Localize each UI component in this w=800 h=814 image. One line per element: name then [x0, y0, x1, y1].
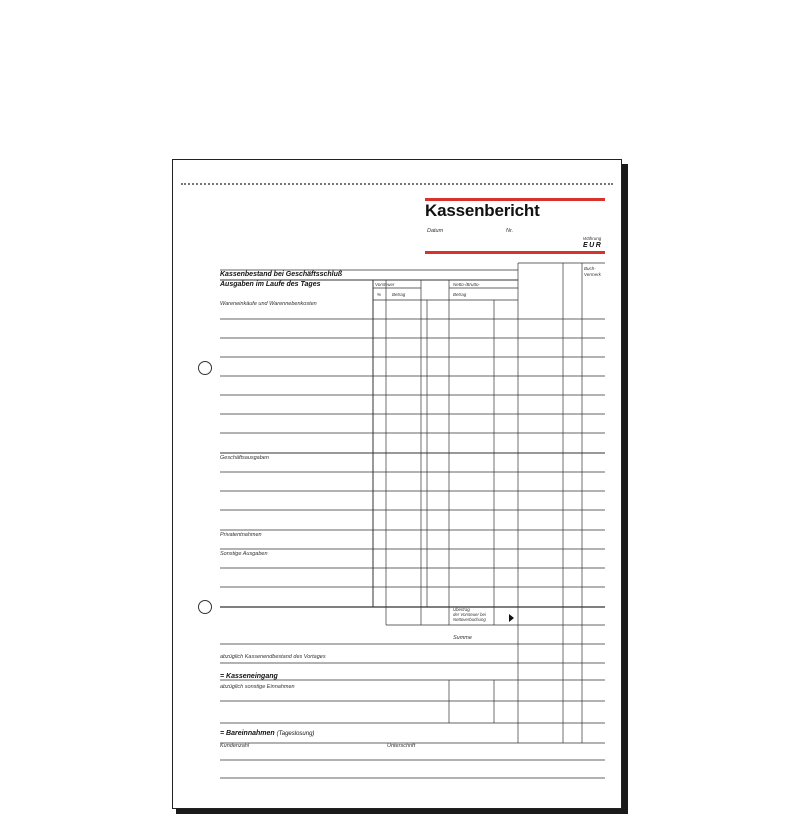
wareneinkaeufe-label: Wareneinkäufe und Warennebenkosten	[220, 301, 317, 307]
tagesloesung-text: (Tageslosung)	[276, 731, 315, 737]
privatentnahmen-label: Privatentnahmen	[220, 532, 262, 538]
betrag-header-a: Betrag	[392, 292, 406, 297]
datum-label: Datum	[427, 228, 444, 234]
bareinnahmen-text: = Bareinnahmen	[220, 730, 275, 737]
summe-label: Summe	[453, 635, 472, 641]
form-grid	[173, 160, 623, 810]
betrag-header-b: Betrag	[453, 292, 467, 297]
waehrung-label: Währung	[583, 236, 602, 241]
geschaeftsausgaben-label: Geschäftsausgaben	[220, 455, 269, 461]
abzueglich-einnahmen-label: abzüglich sonstige Einnahmen	[220, 684, 295, 690]
currency-value: EUR	[583, 242, 603, 249]
abzueglich-vortag-label: abzüglich Kassenendbestand des Vortages	[220, 654, 326, 660]
ausgaben-label: Ausgaben im Laufe des Tages	[220, 281, 321, 288]
nr-label: Nr.	[506, 228, 514, 234]
kassenbericht-form	[172, 159, 622, 809]
netto-header: Netto-/Brutto-	[453, 282, 481, 287]
uebertrag-line3: Nettoverbuchung	[453, 617, 486, 622]
kassenbestand-label: Kassenbestand bei Geschäftsschluß	[220, 271, 343, 278]
arrow-right-icon	[509, 614, 514, 622]
vorsteuer-header: Vorsteuer	[375, 282, 395, 287]
sonstige-ausgaben-label: Sonstige Ausgaben	[220, 551, 268, 557]
vermerk-label: Vermerk	[584, 272, 601, 277]
form-title: Kassenbericht	[425, 201, 540, 220]
bareinnahmen-label	[220, 730, 314, 737]
uebertrag-line2: der Vorsteuer bei	[453, 612, 486, 617]
uebertrag-line1: Übertrag	[453, 607, 470, 612]
unterschrift-label: Unterschrift	[387, 743, 416, 749]
kasseneingang-label: = Kasseneingang	[220, 673, 278, 680]
percent-header: %	[377, 292, 382, 297]
buch-label: Buch-	[584, 266, 596, 271]
kundenzahl-label: Kundenzahl	[220, 743, 250, 749]
